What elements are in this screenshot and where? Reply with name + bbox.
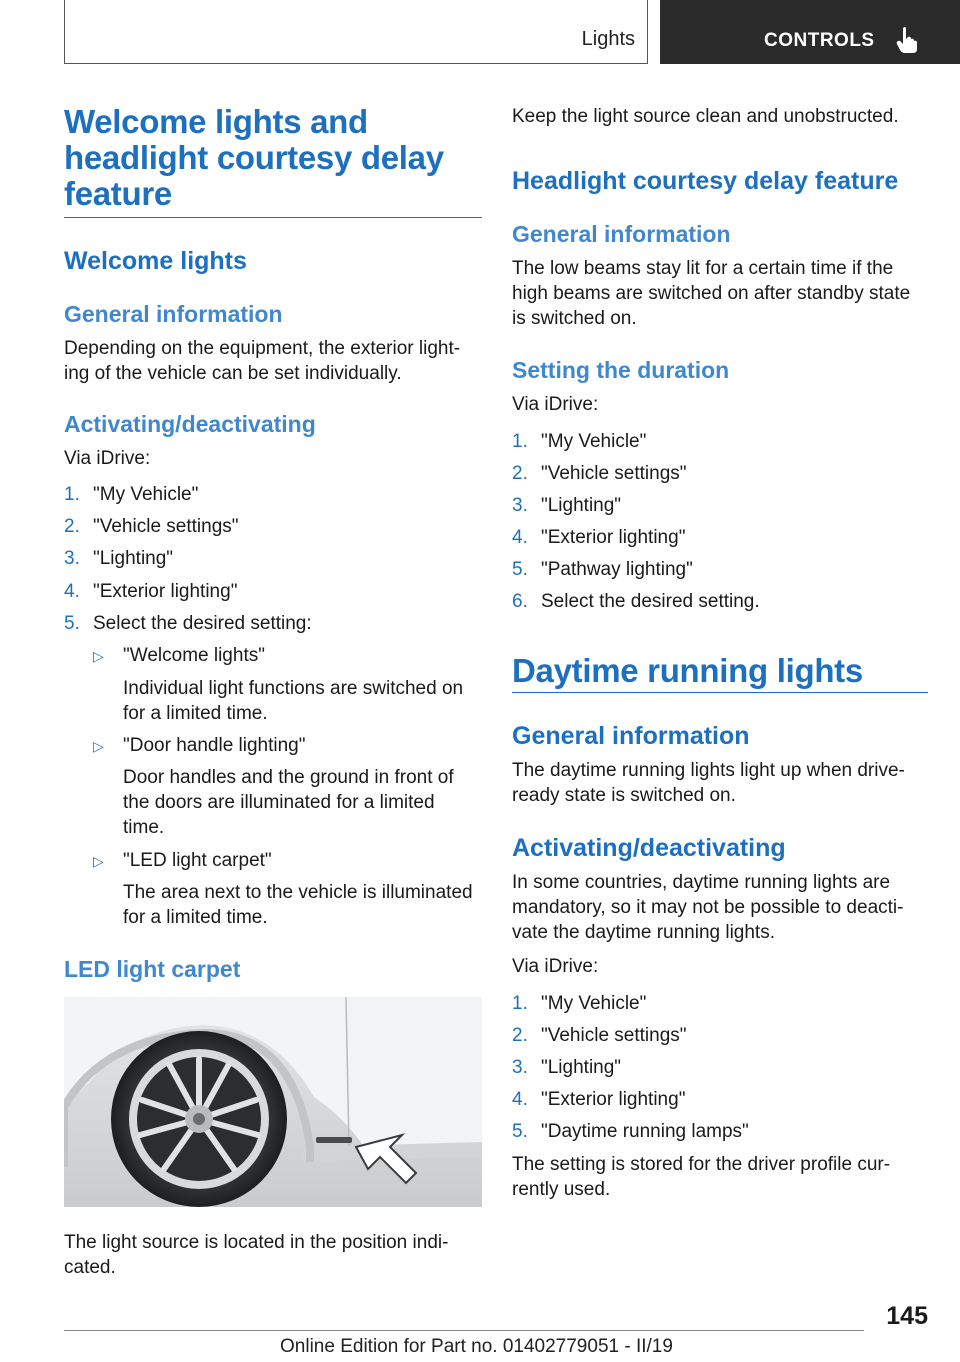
option-title: "Welcome lights" (123, 645, 265, 666)
list-text: "Lighting" (541, 1057, 622, 1078)
section-title: Daytime running lights (512, 652, 863, 689)
page-title (64, 104, 444, 212)
list-text: "Vehicle settings" (541, 1025, 687, 1046)
paragraph (512, 1152, 932, 1202)
list-number: 3. (64, 548, 80, 569)
list-text: "Exterior lighting" (93, 581, 238, 602)
triangle-bullet-icon: ▷ (93, 648, 104, 664)
triangle-bullet-icon: ▷ (93, 853, 104, 869)
edition-text: Online Edition for Part no. 01402779051 - II/19 (280, 1336, 673, 1357)
text-line: cated. (64, 1257, 116, 1278)
text-line: high beams are switched on after standby state (512, 283, 911, 304)
option-description (123, 880, 473, 930)
list-number: 4. (512, 527, 528, 548)
list-number: 4. (64, 581, 80, 602)
text-line: The setting is stored for the driver profile cur- (512, 1154, 891, 1175)
list-item (64, 546, 173, 571)
text-line: vate the daytime running lights. (512, 922, 775, 943)
option-item (93, 848, 272, 874)
list-number: 4. (512, 1089, 528, 1110)
list-number: 5. (512, 559, 528, 580)
text-line: In some countries, daytime running lights are (512, 872, 891, 893)
text-line: the doors are illuminated for a limited (123, 792, 435, 813)
list-item (512, 461, 687, 486)
list-item (512, 525, 685, 550)
via-text: Via iDrive: (512, 956, 599, 977)
text-line: Door handles and the ground in front of (123, 767, 454, 788)
page-number: 145 (886, 1302, 928, 1330)
paragraph (512, 256, 932, 331)
list-number: 1. (512, 993, 528, 1014)
section-title: Lights (581, 28, 635, 50)
option-item (93, 643, 265, 669)
via-text: Via iDrive: (64, 448, 151, 469)
list-number: 3. (512, 495, 528, 516)
list-item (512, 557, 693, 582)
list-item (512, 493, 621, 518)
list-item (512, 589, 760, 614)
list-text: "Lighting" (93, 548, 174, 569)
list-text: "Exterior lighting" (541, 1089, 686, 1110)
page-title-line: headlight courtesy delay (64, 139, 444, 176)
text-line: The light source is located in the position indi- (64, 1232, 449, 1253)
list-text: "My Vehicle" (93, 484, 199, 505)
list-number: 2. (512, 1025, 528, 1046)
subsection-heading: Activating/deactivating (64, 411, 316, 437)
list-text: "Vehicle settings" (93, 516, 239, 537)
section-heading: Welcome lights (64, 247, 247, 275)
list-item (64, 482, 198, 507)
list-text: "Exterior lighting" (541, 527, 686, 548)
list-number: 1. (64, 484, 80, 505)
list-item (512, 1023, 687, 1048)
list-item (64, 514, 239, 539)
text-line: The low beams stay lit for a certain time if the (512, 258, 894, 279)
list-item (512, 1055, 621, 1080)
text-line: The area next to the vehicle is illuminated (123, 882, 473, 903)
title-divider (64, 217, 482, 218)
list-item (512, 429, 646, 454)
subsection-heading: General information (64, 301, 283, 327)
list-number: 1. (512, 431, 528, 452)
subsection-heading: LED light carpet (64, 956, 241, 982)
led-light-carpet-photo (64, 997, 482, 1207)
text-line: for a limited time. (123, 907, 268, 928)
option-description (123, 765, 454, 840)
text-line: for a limited time. (123, 703, 268, 724)
list-number: 6. (512, 591, 528, 612)
subsection-heading: General information (512, 221, 731, 247)
intro-text: Keep the light source clean and unobstructed. (512, 106, 899, 127)
triangle-bullet-icon: ▷ (93, 738, 104, 754)
paragraph (512, 870, 932, 945)
list-number: 5. (512, 1121, 528, 1142)
list-item (512, 1087, 685, 1112)
photo-caption (64, 1230, 484, 1280)
text-line: Individual light functions are switched on (123, 678, 464, 699)
text-line: rently used. (512, 1179, 611, 1200)
text-line: is switched on. (512, 308, 637, 329)
list-text: "My Vehicle" (541, 993, 647, 1014)
list-number: 2. (512, 463, 528, 484)
list-text: "Vehicle settings" (541, 463, 687, 484)
list-text: "Daytime running lamps" (541, 1121, 749, 1142)
section-heading: General information (512, 722, 750, 750)
option-description (123, 676, 463, 726)
pointing-hand-icon (896, 26, 918, 54)
option-title: "Door handle lighting" (123, 735, 306, 756)
list-text: "Pathway lighting" (541, 559, 693, 580)
section-heading: Headlight courtesy delay feature (512, 167, 899, 195)
list-text: "Lighting" (541, 495, 622, 516)
text-line: ing of the vehicle can be set individually. (64, 363, 402, 384)
chapter-title: CONTROLS (764, 30, 875, 51)
footer-divider (64, 1330, 864, 1331)
list-item (512, 991, 646, 1016)
page-title-line: feature (64, 175, 172, 212)
option-title: "LED light carpet" (123, 850, 272, 871)
paragraph (64, 336, 484, 386)
list-number: 5. (64, 613, 80, 634)
text-line: Depending on the equipment, the exterior light- (64, 338, 461, 359)
text-line: time. (123, 817, 165, 838)
list-number: 3. (512, 1057, 528, 1078)
list-item (64, 611, 312, 636)
chapter-tab (660, 0, 960, 64)
list-text: Select the desired setting. (541, 591, 760, 612)
list-text: "My Vehicle" (541, 431, 647, 452)
text-line: mandatory, so it may not be possible to deacti- (512, 897, 904, 918)
page-title-line: Welcome lights and (64, 103, 368, 140)
list-item (512, 1119, 749, 1144)
via-text: Via iDrive: (512, 394, 599, 415)
list-item (64, 579, 237, 604)
text-line: The daytime running lights light up when drive- (512, 760, 905, 781)
list-number: 2. (64, 516, 80, 537)
text-line: ready state is switched on. (512, 785, 736, 806)
paragraph (512, 758, 932, 808)
option-item (93, 733, 306, 759)
subsection-heading: Setting the duration (512, 357, 730, 383)
section-heading: Activating/deactivating (512, 834, 786, 862)
title-divider (512, 692, 928, 693)
section-tab (64, 0, 648, 64)
list-text: Select the desired setting: (93, 613, 312, 634)
